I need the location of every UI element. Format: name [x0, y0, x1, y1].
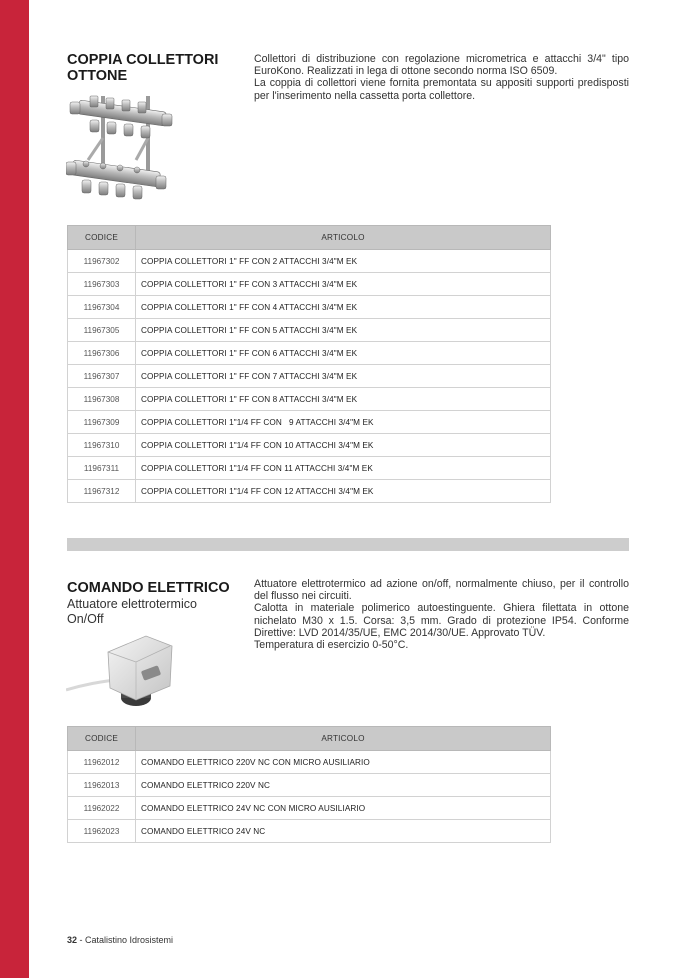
section2-table — [67, 726, 551, 843]
table-header-row — [68, 727, 551, 751]
table-header-row — [68, 226, 551, 250]
footer-separator: - — [77, 935, 86, 945]
cell-code: 11967304 — [68, 296, 136, 319]
cell-article: COMANDO ELETTRICO 24V NC — [136, 820, 551, 843]
section1-title: COPPIA COLLETTORI OTTONE — [67, 52, 219, 84]
table-row — [68, 388, 551, 411]
column-header-code: CODICE — [68, 226, 136, 250]
cell-article: COPPIA COLLETTORI 1"1/4 FF CON 9 ATTACCHI 3/4"M EK — [136, 411, 551, 434]
manifold-pair-image — [66, 88, 176, 213]
table-row — [68, 774, 551, 797]
table-row — [68, 342, 551, 365]
cell-code: 11967306 — [68, 342, 136, 365]
table-row — [68, 411, 551, 434]
cell-article: COPPIA COLLETTORI 1" FF CON 4 ATTACCHI 3/4"M EK — [136, 296, 551, 319]
cell-code: 11962013 — [68, 774, 136, 797]
table-row — [68, 457, 551, 480]
red-side-bar — [0, 0, 29, 978]
column-header-article: ARTICOLO — [136, 226, 551, 250]
table-row — [68, 820, 551, 843]
cell-article: COMANDO ELETTRICO 220V NC — [136, 774, 551, 797]
column-header-article: ARTICOLO — [136, 727, 551, 751]
cell-code: 11967302 — [68, 250, 136, 273]
table-row — [68, 365, 551, 388]
table-row — [68, 434, 551, 457]
cell-code: 11967310 — [68, 434, 136, 457]
section2-subtitle: Attuatore elettrotermico On/Off — [67, 597, 197, 626]
table-row — [68, 797, 551, 820]
cell-code: 11967312 — [68, 480, 136, 503]
cell-code: 11967311 — [68, 457, 136, 480]
cell-article: COPPIA COLLETTORI 1" FF CON 5 ATTACCHI 3/4"M EK — [136, 319, 551, 342]
table-row — [68, 480, 551, 503]
table-row — [68, 296, 551, 319]
column-header-code: CODICE — [68, 727, 136, 751]
cell-article: COPPIA COLLETTORI 1" FF CON 2 ATTACCHI 3/4"M EK — [136, 250, 551, 273]
cell-article: COPPIA COLLETTORI 1"1/4 FF CON 11 ATTACCHI 3/4"M EK — [136, 457, 551, 480]
page-number: 32 — [67, 935, 78, 945]
cell-code: 11967303 — [68, 273, 136, 296]
cell-article: COPPIA COLLETTORI 1"1/4 FF CON 12 ATTACCHI 3/4"M EK — [136, 480, 551, 503]
section2-title: COMANDO ELETTRICO — [67, 580, 230, 596]
cell-code: 11962023 — [68, 820, 136, 843]
cell-article: COMANDO ELETTRICO 220V NC CON MICRO AUSILIARIO — [136, 751, 551, 774]
table-row — [68, 319, 551, 342]
table-row — [68, 751, 551, 774]
section1-table — [67, 225, 551, 503]
section2-description: Attuatore elettrotermico ad azione on/off, normalmente chiuso, per il controllo del flusso nei circuiti. Calotta in materiale polimerico autoestinguente. Ghiera filettata in ottone nichelato M30 x 1.5. Corsa: 3,5 mm. Grado di protezione IP54. Conforme Direttive: LVD 2014/35/UE, EMC 2014/30/UE. Approvato TÜV. Temperatura di esercizio 0-50°C. — [254, 578, 629, 652]
cell-code: 11962012 — [68, 751, 136, 774]
section1-description: Collettori di distribuzione con regolazione micrometrica e attacchi 3/4" tipo EuroKono. Realizzati in lega di ottone secondo norma ISO 6509. La coppia di collettori viene fornita premontata su appositi supporti predisposti per l'inserimento nella cassetta porta collettore. — [254, 53, 629, 102]
cell-article: COPPIA COLLETTORI 1" FF CON 7 ATTACCHI 3/4"M EK — [136, 365, 551, 388]
cell-code: 11967309 — [68, 411, 136, 434]
cell-code: 11962022 — [68, 797, 136, 820]
thermoelectric-actuator-image — [66, 628, 176, 710]
table-row — [68, 250, 551, 273]
catalog-name: Catalistino Idrosistemi — [85, 935, 174, 945]
cell-article: COPPIA COLLETTORI 1" FF CON 6 ATTACCHI 3/4"M EK — [136, 342, 551, 365]
cell-article: COPPIA COLLETTORI 1" FF CON 3 ATTACCHI 3/4"M EK — [136, 273, 551, 296]
table-row — [68, 273, 551, 296]
cell-article: COPPIA COLLETTORI 1" FF CON 8 ATTACCHI 3/4"M EK — [136, 388, 551, 411]
cell-article: COMANDO ELETTRICO 24V NC CON MICRO AUSILIARIO — [136, 797, 551, 820]
cell-code: 11967307 — [68, 365, 136, 388]
page-footer — [67, 935, 173, 945]
cell-code: 11967305 — [68, 319, 136, 342]
cell-article: COPPIA COLLETTORI 1"1/4 FF CON 10 ATTACCHI 3/4"M EK — [136, 434, 551, 457]
section-divider — [67, 538, 629, 551]
cell-code: 11967308 — [68, 388, 136, 411]
